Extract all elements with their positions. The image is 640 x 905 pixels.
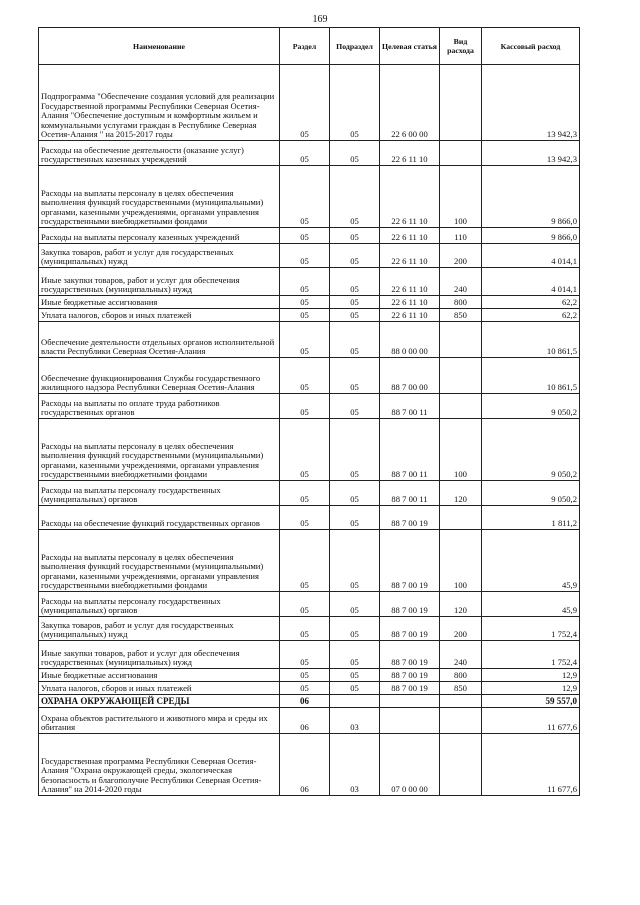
row-section: 05 (280, 481, 330, 506)
row-name: Охрана объектов растительного и животного мира и среды их обитания (39, 708, 280, 734)
row-section: 05 (280, 296, 330, 309)
table-row (39, 481, 580, 506)
row-expense-type: 110 (440, 228, 482, 244)
row-amount: 62,2 (482, 309, 580, 322)
row-amount: 11 677,6 (482, 708, 580, 734)
header-name: Наименование (39, 28, 280, 65)
row-expense-type (440, 322, 482, 358)
row-section: 05 (280, 530, 330, 592)
row-subsection: 05 (330, 322, 380, 358)
row-section: 05 (280, 394, 330, 419)
row-amount: 1 811,2 (482, 506, 580, 530)
table-row (39, 617, 580, 641)
row-expense-type: 240 (440, 268, 482, 296)
row-expense-type: 100 (440, 530, 482, 592)
table-row (39, 708, 580, 734)
row-expense-type: 850 (440, 682, 482, 695)
row-target: 22 6 11 10 (380, 244, 440, 268)
table-row (39, 166, 580, 228)
row-name: Иные закупки товаров, работ и услуг для обеспечения государственных (муниципальных) нужд (39, 268, 280, 296)
table-row (39, 592, 580, 617)
row-expense-type (440, 141, 482, 166)
row-section: 05 (280, 419, 330, 481)
row-expense-type (440, 358, 482, 394)
row-target: 88 7 00 19 (380, 530, 440, 592)
page-number: 169 (312, 14, 328, 25)
row-target: 88 7 00 19 (380, 617, 440, 641)
row-section: 06 (280, 695, 330, 708)
row-target: 88 7 00 11 (380, 394, 440, 419)
header-expense-type: Вид расхода (440, 28, 482, 65)
row-expense-type: 200 (440, 617, 482, 641)
table-row (39, 228, 580, 244)
row-target: 22 6 00 00 (380, 65, 440, 141)
row-target (380, 695, 440, 708)
header-subsection: Подраздел (330, 28, 380, 65)
row-target: 88 7 00 19 (380, 682, 440, 695)
row-section: 05 (280, 309, 330, 322)
row-subsection: 05 (330, 141, 380, 166)
row-name: Уплата налогов, сборов и иных платежей (39, 309, 280, 322)
row-amount: 12,9 (482, 682, 580, 695)
row-amount: 1 752,4 (482, 641, 580, 669)
row-name: Закупка товаров, работ и услуг для государственных (муниципальных) нужд (39, 244, 280, 268)
row-target: 22 6 11 10 (380, 228, 440, 244)
row-section: 05 (280, 592, 330, 617)
row-name: Расходы на выплаты персоналу казенных учреждений (39, 228, 280, 244)
row-expense-type: 240 (440, 641, 482, 669)
row-section: 05 (280, 506, 330, 530)
row-expense-type (440, 695, 482, 708)
row-section: 05 (280, 141, 330, 166)
row-subsection: 03 (330, 708, 380, 734)
row-section: 05 (280, 166, 330, 228)
row-name: Расходы на обеспечение деятельности (оказание услуг) государственных казенных учреждений (39, 141, 280, 166)
row-section: 05 (280, 244, 330, 268)
row-subsection: 05 (330, 358, 380, 394)
row-section: 05 (280, 358, 330, 394)
table-row (39, 358, 580, 394)
row-subsection: 05 (330, 592, 380, 617)
row-expense-type (440, 65, 482, 141)
row-amount: 13 942,3 (482, 65, 580, 141)
row-subsection: 05 (330, 166, 380, 228)
row-section: 05 (280, 617, 330, 641)
table-row (39, 641, 580, 669)
row-name: Уплата налогов, сборов и иных платежей (39, 682, 280, 695)
row-amount: 12,9 (482, 669, 580, 682)
row-subsection (330, 695, 380, 708)
row-name: Расходы на выплаты персоналу государственных (муниципальных) органов (39, 481, 280, 506)
row-target: 88 7 00 19 (380, 669, 440, 682)
row-name: Иные бюджетные ассигнования (39, 296, 280, 309)
row-subsection: 05 (330, 617, 380, 641)
row-target: 22 6 11 10 (380, 166, 440, 228)
row-name: Иные закупки товаров, работ и услуг для обеспечения государственных (муниципальных) нужд (39, 641, 280, 669)
row-target: 07 0 00 00 (380, 734, 440, 796)
row-target: 88 0 00 00 (380, 322, 440, 358)
row-name: Расходы на выплаты персоналу государственных (муниципальных) органов (39, 592, 280, 617)
row-section: 06 (280, 734, 330, 796)
row-subsection: 05 (330, 530, 380, 592)
row-amount: 1 752,4 (482, 617, 580, 641)
row-subsection: 03 (330, 734, 380, 796)
row-expense-type: 100 (440, 419, 482, 481)
row-amount: 9 866,0 (482, 166, 580, 228)
budget-table (38, 27, 580, 796)
table-body (39, 65, 580, 796)
row-amount: 4 014,1 (482, 268, 580, 296)
row-expense-type: 800 (440, 669, 482, 682)
row-expense-type: 120 (440, 481, 482, 506)
table-row (39, 268, 580, 296)
row-expense-type (440, 734, 482, 796)
row-subsection: 05 (330, 309, 380, 322)
row-expense-type (440, 708, 482, 734)
row-section: 05 (280, 268, 330, 296)
row-subsection: 05 (330, 641, 380, 669)
row-target: 88 7 00 19 (380, 641, 440, 669)
row-name: Расходы на выплаты по оплате труда работников государственных органов (39, 394, 280, 419)
row-expense-type: 850 (440, 309, 482, 322)
header-target: Целевая статья (380, 28, 440, 65)
table-row (39, 419, 580, 481)
row-name: Расходы на выплаты персоналу в целях обеспечения выполнения функций государственными (муниципальными) органами, казенными учреждениями, органами управления государственными внебюджетными фондами (39, 419, 280, 481)
row-target (380, 708, 440, 734)
row-subsection: 05 (330, 669, 380, 682)
row-amount: 9 050,2 (482, 419, 580, 481)
row-subsection: 05 (330, 268, 380, 296)
row-subsection: 05 (330, 65, 380, 141)
row-amount: 4 014,1 (482, 244, 580, 268)
row-subsection: 05 (330, 296, 380, 309)
row-subsection: 05 (330, 481, 380, 506)
row-section: 05 (280, 669, 330, 682)
row-section: 05 (280, 322, 330, 358)
row-amount: 45,9 (482, 592, 580, 617)
row-expense-type: 800 (440, 296, 482, 309)
row-name: ОХРАНА ОКРУЖАЮЩЕЙ СРЕДЫ (39, 695, 280, 708)
row-section: 06 (280, 708, 330, 734)
row-name: Расходы на выплаты персоналу в целях обеспечения выполнения функций государственными (муниципальными) органами, казенными учреждениями, органами управления государственными внебюджетными фондами (39, 530, 280, 592)
table-row (39, 530, 580, 592)
table-row (39, 65, 580, 141)
header-cash: Кассовый расход (482, 28, 580, 65)
table-row (39, 506, 580, 530)
row-amount: 9 050,2 (482, 394, 580, 419)
row-subsection: 05 (330, 394, 380, 419)
row-target: 22 6 11 10 (380, 268, 440, 296)
table-row (39, 734, 580, 796)
row-amount: 45,9 (482, 530, 580, 592)
row-expense-type: 100 (440, 166, 482, 228)
row-name: Государственная программа Республики Северная Осетия-Алания "Охрана окружающей среды, экологическая безопасность и благополучие Республики Северная Осетия-Алания" на 2014-2020 годы (39, 734, 280, 796)
table-row (39, 141, 580, 166)
row-target: 88 7 00 19 (380, 592, 440, 617)
row-expense-type (440, 394, 482, 419)
row-section: 05 (280, 65, 330, 141)
row-name: Обеспечение функционирования Службы государственного жилищного надзора Республики Северная Осетия-Алания (39, 358, 280, 394)
row-amount: 10 861,5 (482, 358, 580, 394)
row-expense-type: 120 (440, 592, 482, 617)
row-name: Подпрограмма "Обеспечение создания условий для реализации Государственной программы Республики Северная Осетия-Алания "Обеспечение доступным и комфортным жильем и коммунальными услугами граждан в Республике Северная Осетия-Алания " на 2015-2017 годы (39, 65, 280, 141)
table-row (39, 669, 580, 682)
row-amount: 10 861,5 (482, 322, 580, 358)
row-name: Обеспечение деятельности отдельных органов исполнительной власти Республики Северная Осетия-Алания (39, 322, 280, 358)
row-name: Закупка товаров, работ и услуг для государственных (муниципальных) нужд (39, 617, 280, 641)
row-amount: 59 557,0 (482, 695, 580, 708)
row-name: Расходы на обеспечение функций государственных органов (39, 506, 280, 530)
row-target: 88 7 00 00 (380, 358, 440, 394)
row-name: Иные бюджетные ассигнования (39, 669, 280, 682)
row-target: 22 6 11 10 (380, 141, 440, 166)
row-amount: 9 050,2 (482, 481, 580, 506)
table-row (39, 682, 580, 695)
table-row (39, 309, 580, 322)
row-subsection: 05 (330, 419, 380, 481)
row-amount: 13 942,3 (482, 141, 580, 166)
row-expense-type (440, 506, 482, 530)
row-name: Расходы на выплаты персоналу в целях обеспечения выполнения функций государственными (муниципальными) органами, казенными учреждениями, органами управления государственными внебюджетными фондами (39, 166, 280, 228)
row-subsection: 05 (330, 244, 380, 268)
header-section: Раздел (280, 28, 330, 65)
table-row (39, 695, 580, 708)
row-section: 05 (280, 228, 330, 244)
row-target: 88 7 00 11 (380, 481, 440, 506)
row-target: 22 6 11 10 (380, 296, 440, 309)
row-target: 88 7 00 11 (380, 419, 440, 481)
row-amount: 62,2 (482, 296, 580, 309)
table-row (39, 296, 580, 309)
row-amount: 9 866,0 (482, 228, 580, 244)
table-row (39, 322, 580, 358)
row-section: 05 (280, 641, 330, 669)
table-row (39, 244, 580, 268)
row-subsection: 05 (330, 506, 380, 530)
row-section: 05 (280, 682, 330, 695)
table-row (39, 394, 580, 419)
row-subsection: 05 (330, 228, 380, 244)
row-subsection: 05 (330, 682, 380, 695)
row-target: 88 7 00 19 (380, 506, 440, 530)
row-expense-type: 200 (440, 244, 482, 268)
row-target: 22 6 11 10 (380, 309, 440, 322)
table-header-row (39, 28, 580, 65)
row-amount: 11 677,6 (482, 734, 580, 796)
